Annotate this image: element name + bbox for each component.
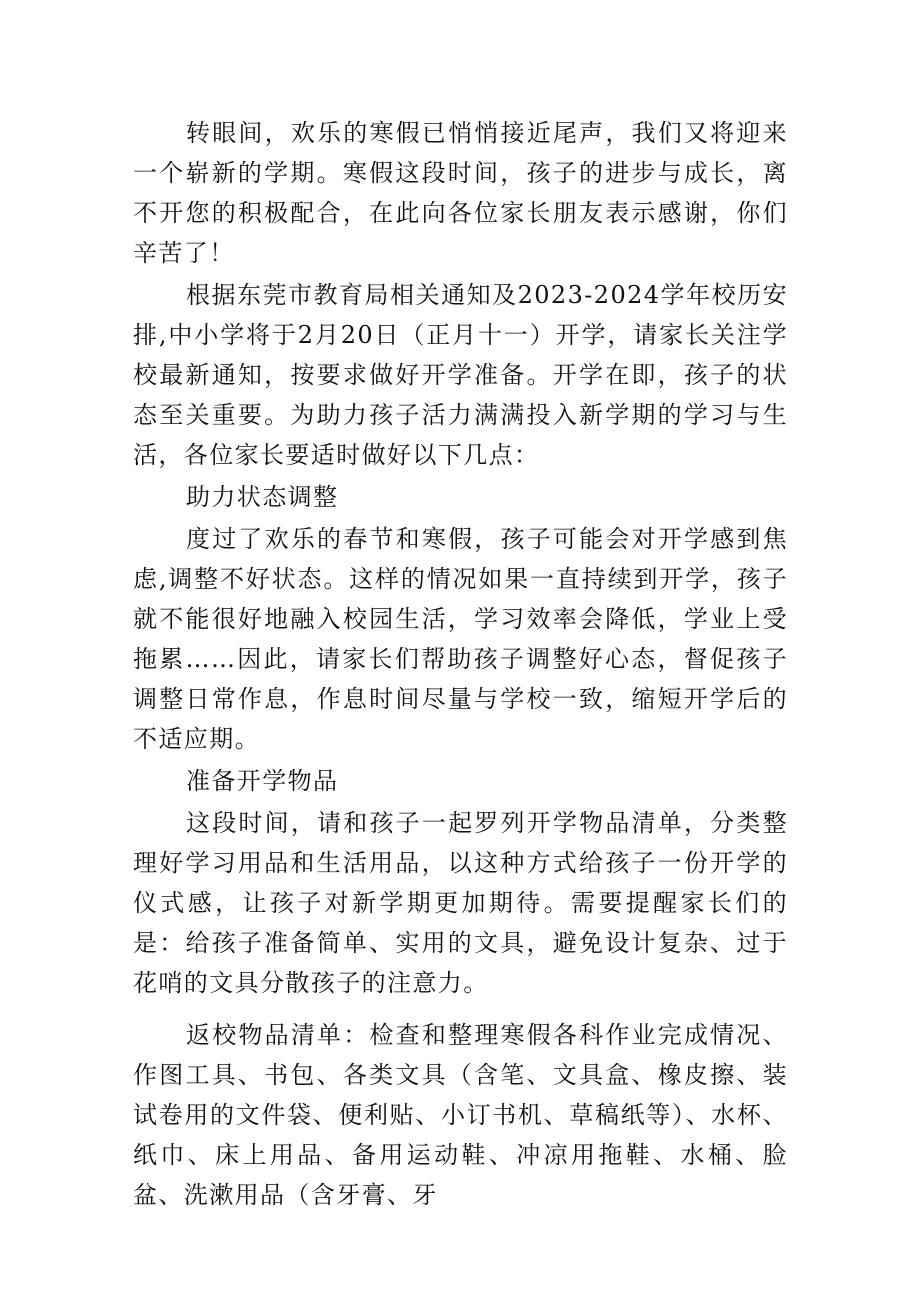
paragraph-return-checklist: 返校物品清单：检查和整理寒假各科作业完成情况、作图工具、书包、各类文具（含笔、文具盒、橡皮擦、装试卷用的文件袋、便利贴、小订书机、草稿纸等）、水杯、纸巾、床上用品、备用运动鞋、冲凉用拖鞋、水桶、脸盆、洗漱用品（含牙膏、牙 — [133, 1021, 788, 1209]
section-heading-state-adjustment: 助力状态调整 — [186, 483, 339, 511]
paragraph-school-notice: 根据东莞市教育局相关通知及2023-2024学年校历安排,中小学将于2月20日（正月十一）开学，请家长关注学校最新通知，按要求做好开学准备。开学在即，孩子的状态至关重要。为助力孩子活力满满投入新学期的学习与生活，各位家长要适时做好以下几点： — [133, 281, 788, 469]
paragraph-state-adjustment: 度过了欢乐的春节和寒假，孩子可能会对开学感到焦虑,调整不好状态。这样的情况如果一直持续到开学，孩子就不能很好地融入校园生活，学习效率会降低，学业上受拖累……因此，请家长们帮助孩子调整好心态，督促孩子调整日常作息，作息时间尽量与学校一致，缩短开学后的不适应期。 — [133, 525, 788, 753]
section-heading-school-supplies: 准备开学物品 — [186, 767, 339, 795]
paragraph-school-supplies: 这段时间，请和孩子一起罗列开学物品清单，分类整理好学习用品和生活用品，以这种方式给孩子一份开学的仪式感，让孩子对新学期更加期待。需要提醒家长们的是：给孩子准备简单、实用的文具，避免设计复杂、过于花哨的文具分散孩子的注意力。 — [133, 809, 788, 997]
paragraph-intro: 转眼间，欢乐的寒假已悄悄接近尾声，我们又将迎来一个崭新的学期。寒假这段时间，孩子的进步与成长，离不开您的积极配合，在此向各位家长朋友表示感谢，你们辛苦了！ — [133, 119, 788, 267]
